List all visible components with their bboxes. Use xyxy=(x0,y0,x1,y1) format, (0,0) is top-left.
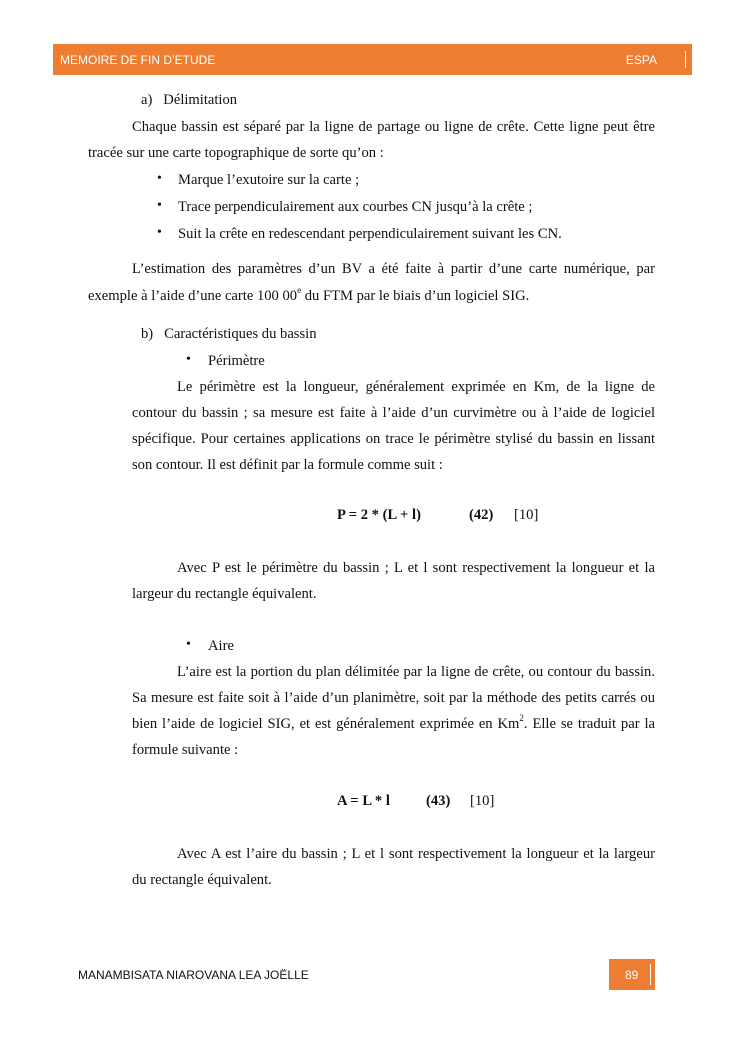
aire-line2: Sa mesure est faite soit à l’aide d’un planimètre, soit par la méthode des petits carrés ou xyxy=(132,690,655,706)
aire-line3 xyxy=(132,715,655,733)
footer-author: MANAMBISATA NIAROVANA LEA JOËLLE xyxy=(78,968,309,982)
bullet-item: Trace perpendiculairement aux courbes CN jusqu’à la crête ; xyxy=(178,199,533,215)
reference: [10] xyxy=(514,507,539,523)
formula-perimetre: P = 2 * (L + l) xyxy=(337,507,421,523)
p2-superscript: e xyxy=(297,285,302,296)
aire-line3-pre: bien l’aide de logiciel SIG, et est généralement exprimée en Km xyxy=(132,716,520,732)
bullet-icon: • xyxy=(157,171,162,186)
bullet-icon: • xyxy=(157,225,162,240)
section-a-p1-line2: tracée sur une carte topographique de sorte qu’on : xyxy=(88,145,384,161)
aire-after-line1: Avec A est l’aire du bassin ; L et l sont respectivement la longueur et la largeur xyxy=(177,846,655,862)
bullet-item: Marque l’exutoire sur la carte ; xyxy=(178,172,360,188)
section-a-p2-line2 xyxy=(88,287,529,305)
aire-line4: formule suivante : xyxy=(132,742,239,758)
perimetre-after-line2: largeur du rectangle équivalent. xyxy=(132,586,317,602)
perimetre-after-line1: Avec P est le périmètre du bassin ; L et l sont respectivement la longueur et la xyxy=(177,560,655,576)
bullet-item: Suit la crête en redescendant perpendiculairement suivant les CN. xyxy=(178,226,562,242)
section-a-p2-line1: L’estimation des paramètres d’un BV a été faite à partir d’une carte numérique, par xyxy=(132,261,655,277)
page-number-separator xyxy=(650,964,651,985)
aire-heading: Aire xyxy=(208,638,234,654)
header-title: MEMOIRE DE FIN D’ETUDE xyxy=(60,53,216,67)
section-b-marker: b) xyxy=(141,326,154,342)
page-number-box xyxy=(609,959,655,990)
header-school: ESPA xyxy=(625,53,657,67)
perimetre-heading: Périmètre xyxy=(208,353,265,369)
section-a-p1-line1: Chaque bassin est séparé par la ligne de partage ou ligne de crête. Cette ligne peut être xyxy=(132,119,655,135)
perimetre-line: contour du bassin ; sa mesure est faite à l’aide d’un curvimètre ou à l’aide de logiciel xyxy=(132,405,655,421)
perimetre-line: son contour. Il est définit par la formule comme suit : xyxy=(132,457,443,473)
page-header xyxy=(53,44,692,75)
reference: [10] xyxy=(470,793,495,809)
aire-line3-post: . Elle se traduit par la xyxy=(523,716,655,732)
bullet-icon: • xyxy=(186,637,191,652)
section-b-title: Caractéristiques du bassin xyxy=(164,326,317,342)
aire-superscript: 2 xyxy=(519,713,524,724)
section-a-marker: a) xyxy=(141,92,153,108)
bullet-icon: • xyxy=(157,198,162,213)
p2-text-post: du FTM par le biais d’un logiciel SIG. xyxy=(301,288,530,304)
bullet-icon: • xyxy=(186,352,191,367)
equation-number: (42) xyxy=(469,507,494,523)
section-a-heading xyxy=(141,91,237,109)
aire-after-line2: du rectangle équivalent. xyxy=(132,872,272,888)
equation-number: (43) xyxy=(426,793,451,809)
section-b-heading xyxy=(141,325,317,343)
p2-text-pre: exemple à l’aide d’une carte 100 00 xyxy=(88,288,298,304)
page-number: 89 xyxy=(625,968,639,982)
aire-line1: L’aire est la portion du plan délimitée par la ligne de crête, ou contour du bassin. xyxy=(177,664,655,680)
formula-aire: A = L * l xyxy=(337,793,390,809)
section-a-title: Délimitation xyxy=(163,92,238,108)
header-separator xyxy=(685,51,686,68)
perimetre-line: Le périmètre est la longueur, généralement exprimée en Km, de la ligne de xyxy=(177,379,655,395)
perimetre-line: spécifique. Pour certaines applications on trace le périmètre stylisé du bassin en lissant xyxy=(132,431,655,447)
